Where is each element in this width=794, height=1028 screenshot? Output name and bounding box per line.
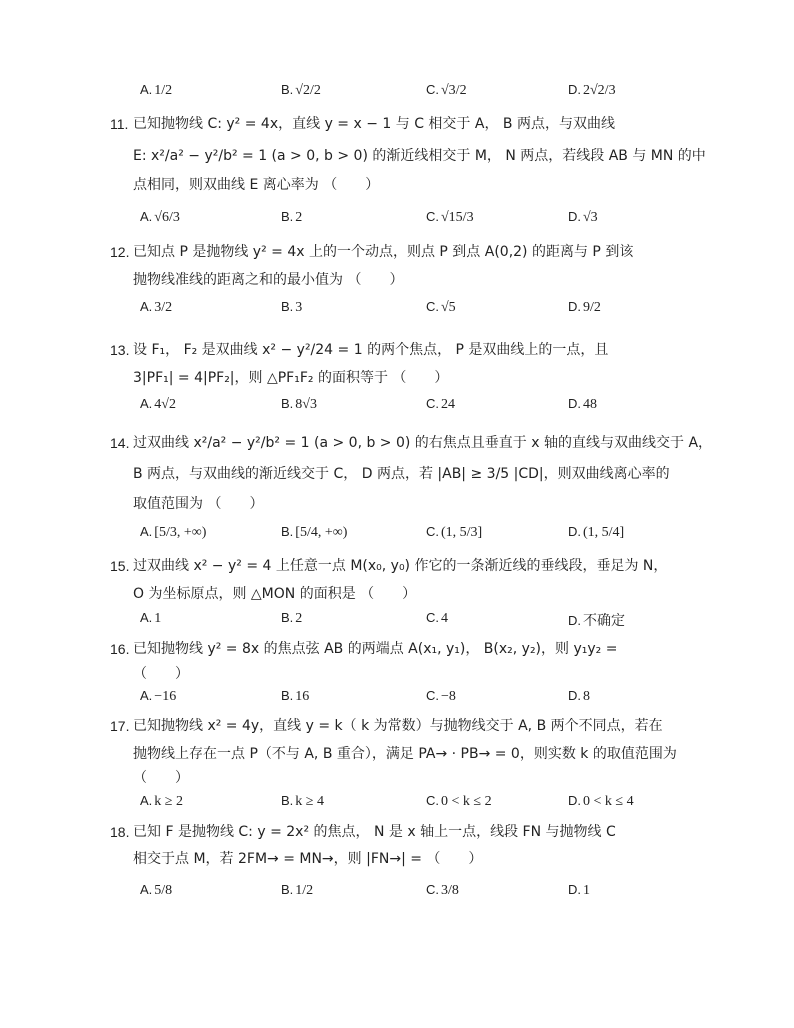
q16-line-2: （ ） [133,666,189,682]
q16-option-d: D. 8 [568,688,590,704]
q14-option-b: B. [5/4, +∞) [281,524,348,540]
q10-option-d: D. 2√2/3 [568,82,616,98]
q11-line-3: 点相同，则双曲线 E 离心率为 （ ） [133,177,380,193]
q13-option-b: B. 8√3 [281,396,317,412]
q11-options [0,209,794,233]
q14-option-c: C. (1, 5/3] [426,524,483,540]
q12-line-2: 抛物线准线的距离之和的最小值为 （ ） [133,272,404,288]
q11-option-d: D. √3 [568,209,598,225]
q15-option-b: B. 2 [281,610,303,626]
q17-options [0,793,794,817]
q13-option-d: D. 48 [568,396,597,412]
q13-option-a: A. 4√2 [140,396,176,412]
q15-options [0,610,794,634]
q13-option-c: C. 24 [426,396,455,412]
q11-option-b: B. 2 [281,209,303,225]
q11-number: 11. [110,116,129,132]
q17-number: 17. [110,718,130,734]
q14-options [0,524,794,548]
q16-line-1: 已知抛物线 y² = 8x 的焦点弦 AB 的两端点 A(x₁, y₁)， B(x₂, y₂)，则 y₁y₂ = [133,641,618,657]
q15-option-a: A. 1 [140,610,162,626]
q17-option-a: A. k ≥ 2 [140,793,183,809]
q15-line-1: 过双曲线 x² − y² = 4 上任意一点 M(x₀, y₀) 作它的一条渐近线的垂线段，垂足为 N， [133,558,668,574]
q16-option-a: A. −16 [140,688,177,704]
q15-option-c: C. 4 [426,610,448,626]
q13-options [0,396,794,420]
q17-option-b: B. k ≥ 4 [281,793,324,809]
q14-line-1: 过双曲线 x²/a² − y²/b² = 1 (a > 0, b > 0) 的右焦点且垂直于 x 轴的直线与双曲线交于 A， [133,435,713,451]
q15-number: 15. [110,558,130,574]
q11-line-2: E: x²/a² − y²/b² = 1 (a > 0, b > 0) 的渐近线相交于 M， N 两点，若线段 AB 与 MN 的中 [133,148,706,164]
q10-option-b: B. √2/2 [281,82,321,98]
q17-line-2: 抛物线上存在一点 P（不与 A, B 重合），满足 PA→ · PB→ = 0，则实数 k 的取值范围为 [133,746,677,762]
q10-options [0,82,794,106]
q14-number: 14. [110,435,130,451]
q17-line-3: （ ） [133,770,189,786]
q14-line-3: 取值范围为 （ ） [133,496,264,512]
q16-option-b: B. 16 [281,688,310,704]
q18-options [0,882,794,906]
q18-option-c: C. 3/8 [426,882,459,898]
q12-option-c: C. √5 [426,299,456,315]
q18-line-1: 已知 F 是抛物线 C: y = 2x² 的焦点， N 是 x 轴上一点，线段 FN 与抛物线 C [133,824,616,840]
q16-number: 16. [110,641,130,657]
q12-line-1: 已知点 P 是抛物线 y² = 4x 上的一个动点，则点 P 到点 A(0,2) 的距离与 P 到该 [133,244,634,260]
q18-line-2: 相交于点 M，若 2FM→ = MN→，则 |FN→| = （ ） [133,851,483,867]
q12-number: 12. [110,244,130,260]
q15-option-d: D. 不确定 [568,613,625,629]
q18-option-b: B. 1/2 [281,882,314,898]
q12-options [0,299,794,323]
q10-option-a: A. 1/2 [140,82,173,98]
q14-option-d: D. (1, 5/4] [568,524,625,540]
q18-option-d: D. 1 [568,882,590,898]
q15-line-2: O 为坐标原点，则 △MON 的面积是 （ ） [133,586,417,602]
q12-option-a: A. 3/2 [140,299,173,315]
q16-options [0,688,794,712]
q14-option-a: A. [5/3, +∞) [140,524,207,540]
q12-option-b: B. 3 [281,299,303,315]
q11-line-1: 已知抛物线 C: y² = 4x，直线 y = x − 1 与 C 相交于 A， B 两点，与双曲线 [133,116,615,132]
q10-option-c: C. √3/2 [426,82,467,98]
q18-number: 18. [110,824,130,840]
q12-option-d: D. 9/2 [568,299,601,315]
q17-option-d: D. 0 < k ≤ 4 [568,793,634,809]
q11-option-a: A. √6/3 [140,209,180,225]
q17-line-1: 已知抛物线 x² = 4y，直线 y = k（ k 为常数）与抛物线交于 A, B 两个不同点，若在 [133,718,663,734]
q13-line-1: 设 F₁， F₂ 是双曲线 x² − y²/24 = 1 的两个焦点， P 是双曲线上的一点，且 [133,342,609,358]
q11-option-c: C. √15/3 [426,209,474,225]
q16-option-c: C. −8 [426,688,456,704]
q18-option-a: A. 5/8 [140,882,173,898]
q13-number: 13. [110,342,130,358]
q17-option-c: C. 0 < k ≤ 2 [426,793,492,809]
q13-line-2: 3|PF₁| = 4|PF₂|，则 △PF₁F₂ 的面积等于 （ ） [133,370,449,386]
q14-line-2: B 两点，与双曲线的渐近线交于 C， D 两点，若 |AB| ≥ 3/5 |CD|，则双曲线离心率的 [133,466,670,482]
